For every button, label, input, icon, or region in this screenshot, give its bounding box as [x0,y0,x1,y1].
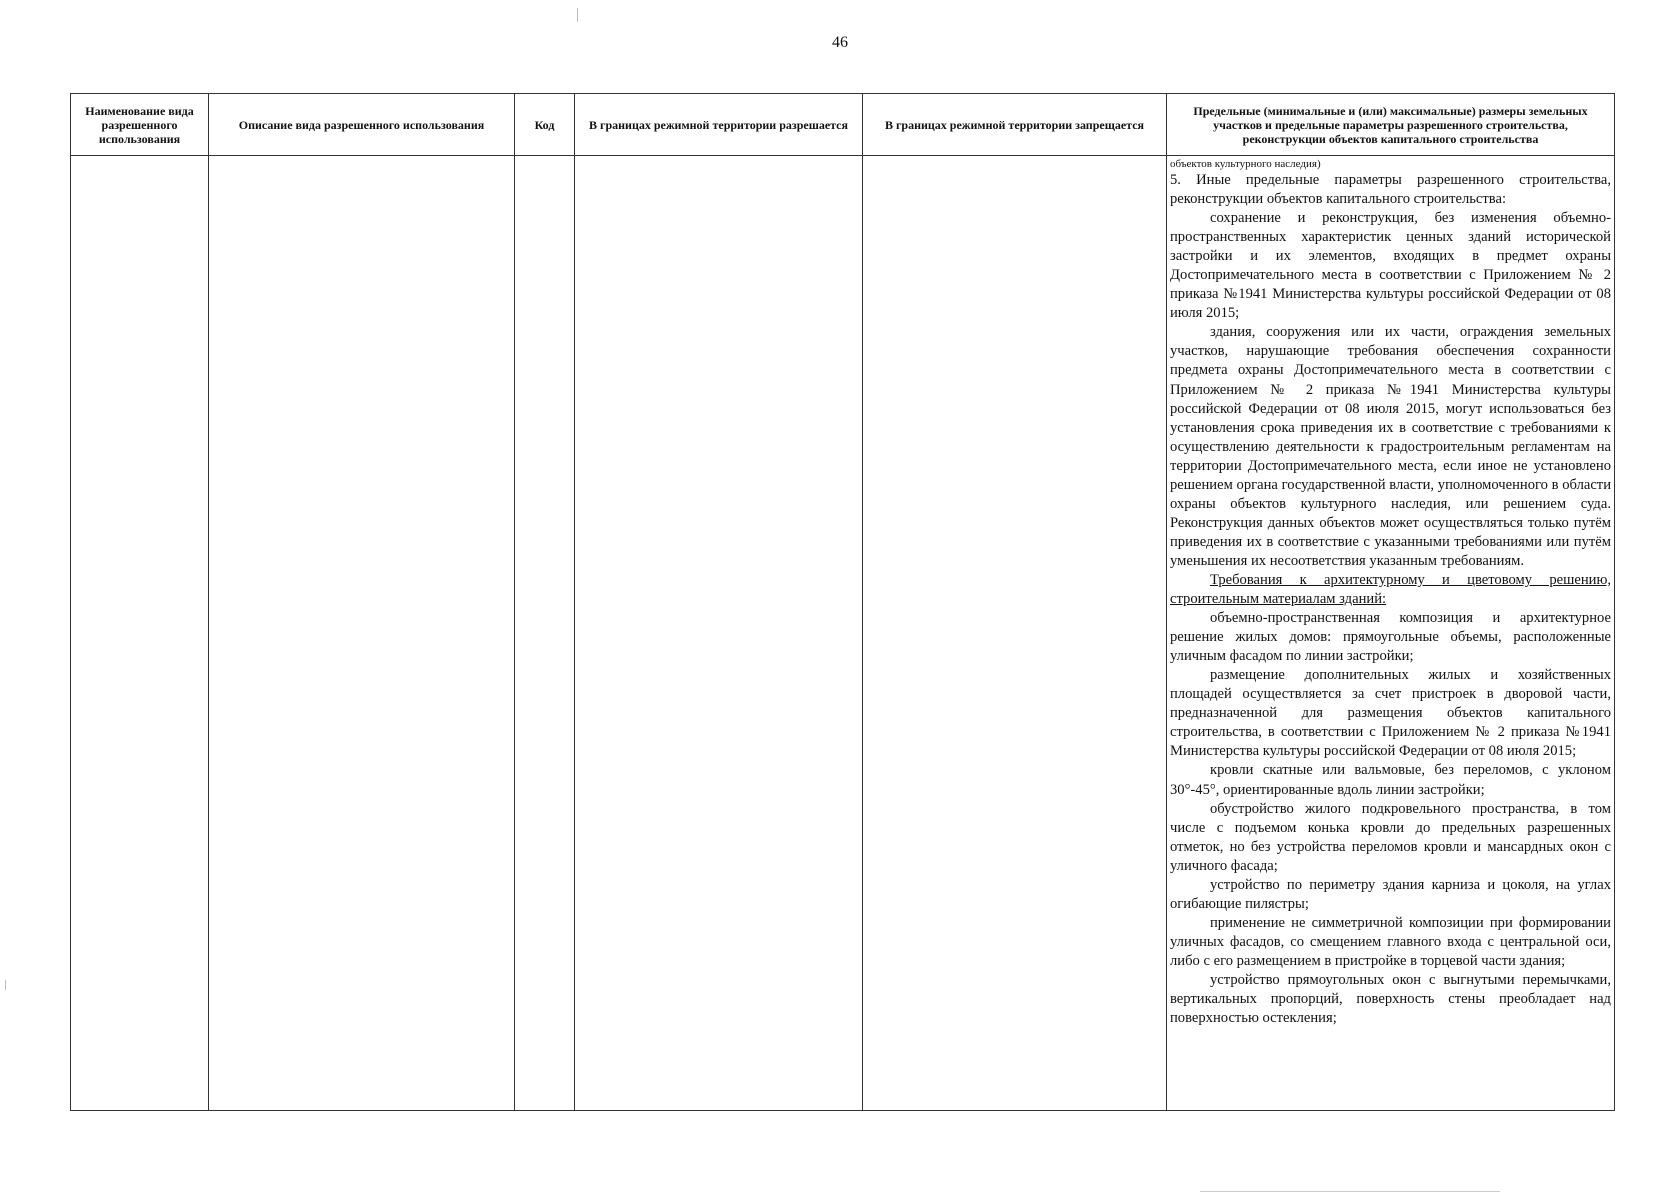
table-header-row [71,94,1615,156]
cell-limit-parameters [1167,156,1615,1111]
table-row [71,156,1615,1111]
cell-use-description [209,156,515,1111]
continuation-text: объектов культурного наследия) [1170,158,1321,170]
paragraph-non-compliant-buildings: здания, сооружения или их части, ограждения земельных участков, нарушающие требования обеспечения сохранности предмета охраны Достопримечательного места в соответствии с Приложением № 2 приказа №1941 Министерства культуры российской Федерации от 08 июля 2015, могут использоваться без установления срока приведения их в соответствие с требованиями к осуществлению деятельности к градостроительным регламентам на территории Достопримечательного места, если иное не установлено решением органа государственной власти, уполномоченного в области охраны объектов культурного наследия, или решением суда. Реконструкция данных объектов может осуществляться только путём приведения их в соответствие с указанными требованиями или путём уменьшения их несоответствия указанным требованиям. [1170,324,1611,569]
paragraph-volumetric-composition: объемно-пространственная композиция и архитектурное решение жилых домов: прямоугольные объемы, расположенные уличным фасадом по линии застройки; [1170,610,1611,665]
regulations-table [70,93,1615,1111]
paragraph-item-5-heading: 5. Иные предельные параметры разрешенного строительства, реконструкции объектов капитального строительства: [1170,172,1611,208]
header-use-name: Наименование вида разрешенного использования [71,94,209,156]
paragraph-cornice-plinth: устройство по периметру здания карниза и цоколя, на углах огибающие пилястры; [1170,876,1611,912]
page-number: 46 [832,34,848,51]
paragraph-additional-areas: размещение дополнительных жилых и хозяйственных площадей осуществляется за счет пристроек в дворовой части, предназначенной для размещения объектов капитального строительства, в соответствии с Приложением № 2 приказа №1941 Министерства культуры российской Федерации от 08 июля 2015; [1170,667,1611,760]
header-code: Код [515,94,575,156]
header-use-description: Описание вида разрешенного использования [209,94,515,156]
paragraph-architecture-requirements-heading: Требования к архитектурному и цветовому решению, строительным материалам зданий: [1170,571,1611,608]
header-permitted: В границах режимной территории разрешается [575,94,863,156]
header-prohibited: В границах режимной территории запрещается [863,94,1167,156]
header-limit-parameters: Предельные (минимальные и (или) максимальные) размеры земельных участков и предельные параметры разрешенного строительства, реконструкции объектов капитального строительства [1167,94,1615,156]
cell-permitted [575,156,863,1111]
cell-code [515,156,575,1111]
paragraph-facade-composition: применение не симметричной композиции при формировании уличных фасадов, со смещением главного входа с центральной оси, либо с его размещением в пристройке в торцевой части здания; [1170,914,1611,969]
scan-artifact [5,980,6,990]
cell-use-name [71,156,209,1111]
paragraph-preservation: сохранение и реконструкция, без изменения объемно-пространственных характеристик ценных зданий исторической застройки и их элементов, входящих в предмет охраны Достопримечательного места в соответствии с Приложением № 2 приказа №1941 Министерства культуры российской Федерации от 08 июля 2015; [1170,210,1611,322]
paragraph-roofs: кровли скатные или вальмовые, без переломов, с уклоном 30°-45°, ориентированные вдоль линии застройки; [1170,762,1611,798]
scan-artifact [577,8,578,22]
paragraph-windows: устройство прямоугольных окон с выгнутыми перемычками, вертикальных пропорций, поверхность стены преобладает над поверхностью остекления; [1170,971,1611,1027]
scan-artifact [1200,1191,1500,1192]
paragraph-attic-space: обустройство жилого подкровельного пространства, в том числе с подъемом конька кровли до предельных разрешенных отметок, но без устройства переломов кровли и мансардных окон с уличного фасада; [1170,800,1611,874]
cell-prohibited [863,156,1167,1111]
